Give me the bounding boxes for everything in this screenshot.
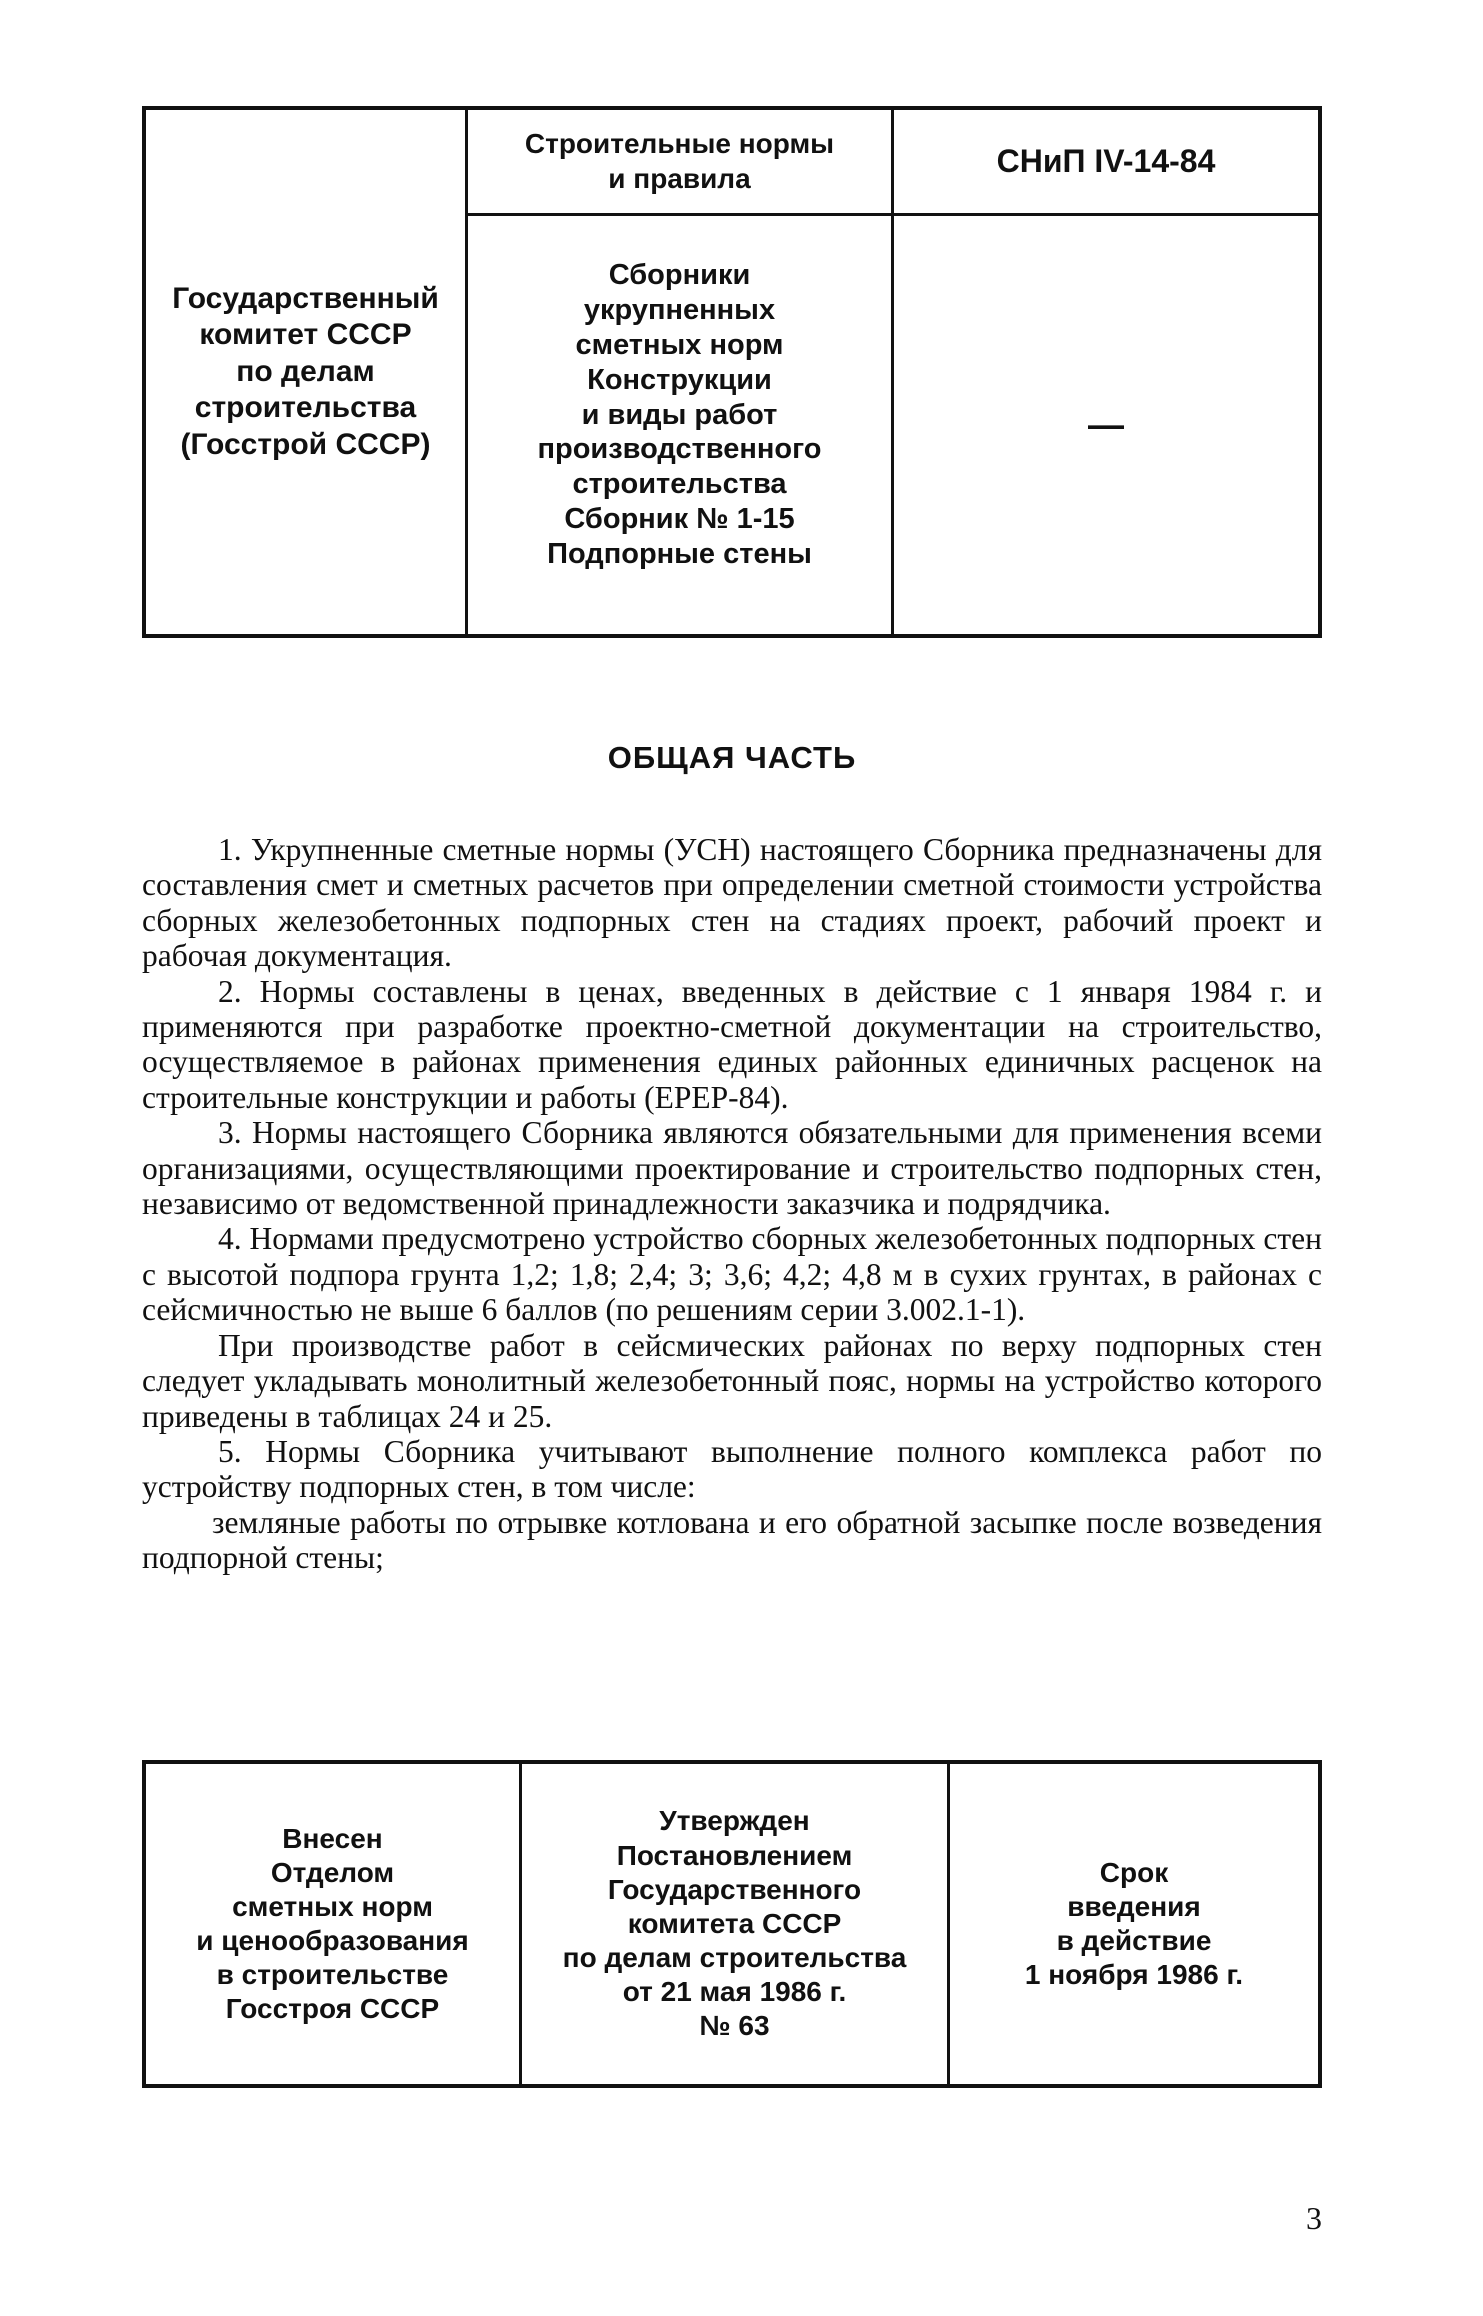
document-type: Строительные нормы и правила [468,110,894,216]
replaces-field: — [1088,404,1124,446]
paragraph-5-item: земляные работы по отрывке котлована и его обратной засыпке после возведения подпорной стены; [142,1504,1322,1576]
footer-table [142,1760,1322,2088]
paragraph-4-note: При производстве работ в сейсмических районах по верху подпорных стен следует укладывать монолитный железобетонный пояс, нормы на устройство которого приведены в таблицах 24 и 25. [142,1327,1322,1434]
paragraph-1: 1. Укрупненные сметные нормы (УСН) настоящего Сборника предназначены для составления смет и сметных расчетов при определении сметной стоимости устройства сборных железобетонных подпорных стен на стадиях проект, рабочий проект и рабочая документация. [142,832,1322,974]
paragraph-5: 5. Нормы Сборника учитывают выполнение полного комплекса работ по устройству подпорных стен, в том числе: [142,1433,1322,1505]
submitted-by: Внесен Отделом сметных норм и ценообразования в строительстве Госстроя СССР [146,1764,522,2084]
document-code: СНиП IV-14-84 [894,110,1318,216]
approved-by: Утвержден Постановлением Государственного комитета СССР по делам строительства от 21 мая 1986 г. № 63 [522,1764,950,2084]
paragraph-3: 3. Нормы настоящего Сборника являются обязательными для применения всеми организациями, осуществляющими проектирование и строительство подпорных стен, независимо от ведомственной принадлежности заказчика и подрядчика. [142,1115,1322,1222]
body-text [142,832,1322,1576]
issuing-organization: Государственный комитет СССР по делам строительства (Госстрой СССР) [146,110,468,634]
section-title: ОБЩАЯ ЧАСТЬ [607,740,857,775]
paragraph-4: 4. Нормами предусмотрено устройство сборных железобетонных подпорных стен с высотой подпора грунта 1,2; 1,8; 2,4; 3; 3,6; 4,2; 4,8 м в сухих грунтах, в районах с сейсмичностью не выше 6 баллов (по решениям серии 3.002.1-1). [142,1221,1322,1328]
paragraph-2: 2. Нормы составлены в ценах, введенных в действие с 1 января 1984 г. и применяются при разработке проектно-сметной документации на строительство, осуществляемое в районах применения единых районных единичных расценок на строительные конструкции и работы (ЕРЕР-84). [142,973,1322,1115]
header-table [142,106,1322,638]
page-number: 3 [1306,2200,1322,2236]
document-title: Сборники укрупненных сметных норм Конструкции и виды работ производственного строительства Сборник № 1-15 Подпорные стены [468,216,894,634]
effective-date: Срок введения в действие 1 ноября 1986 г. [1024,1856,1244,1991]
